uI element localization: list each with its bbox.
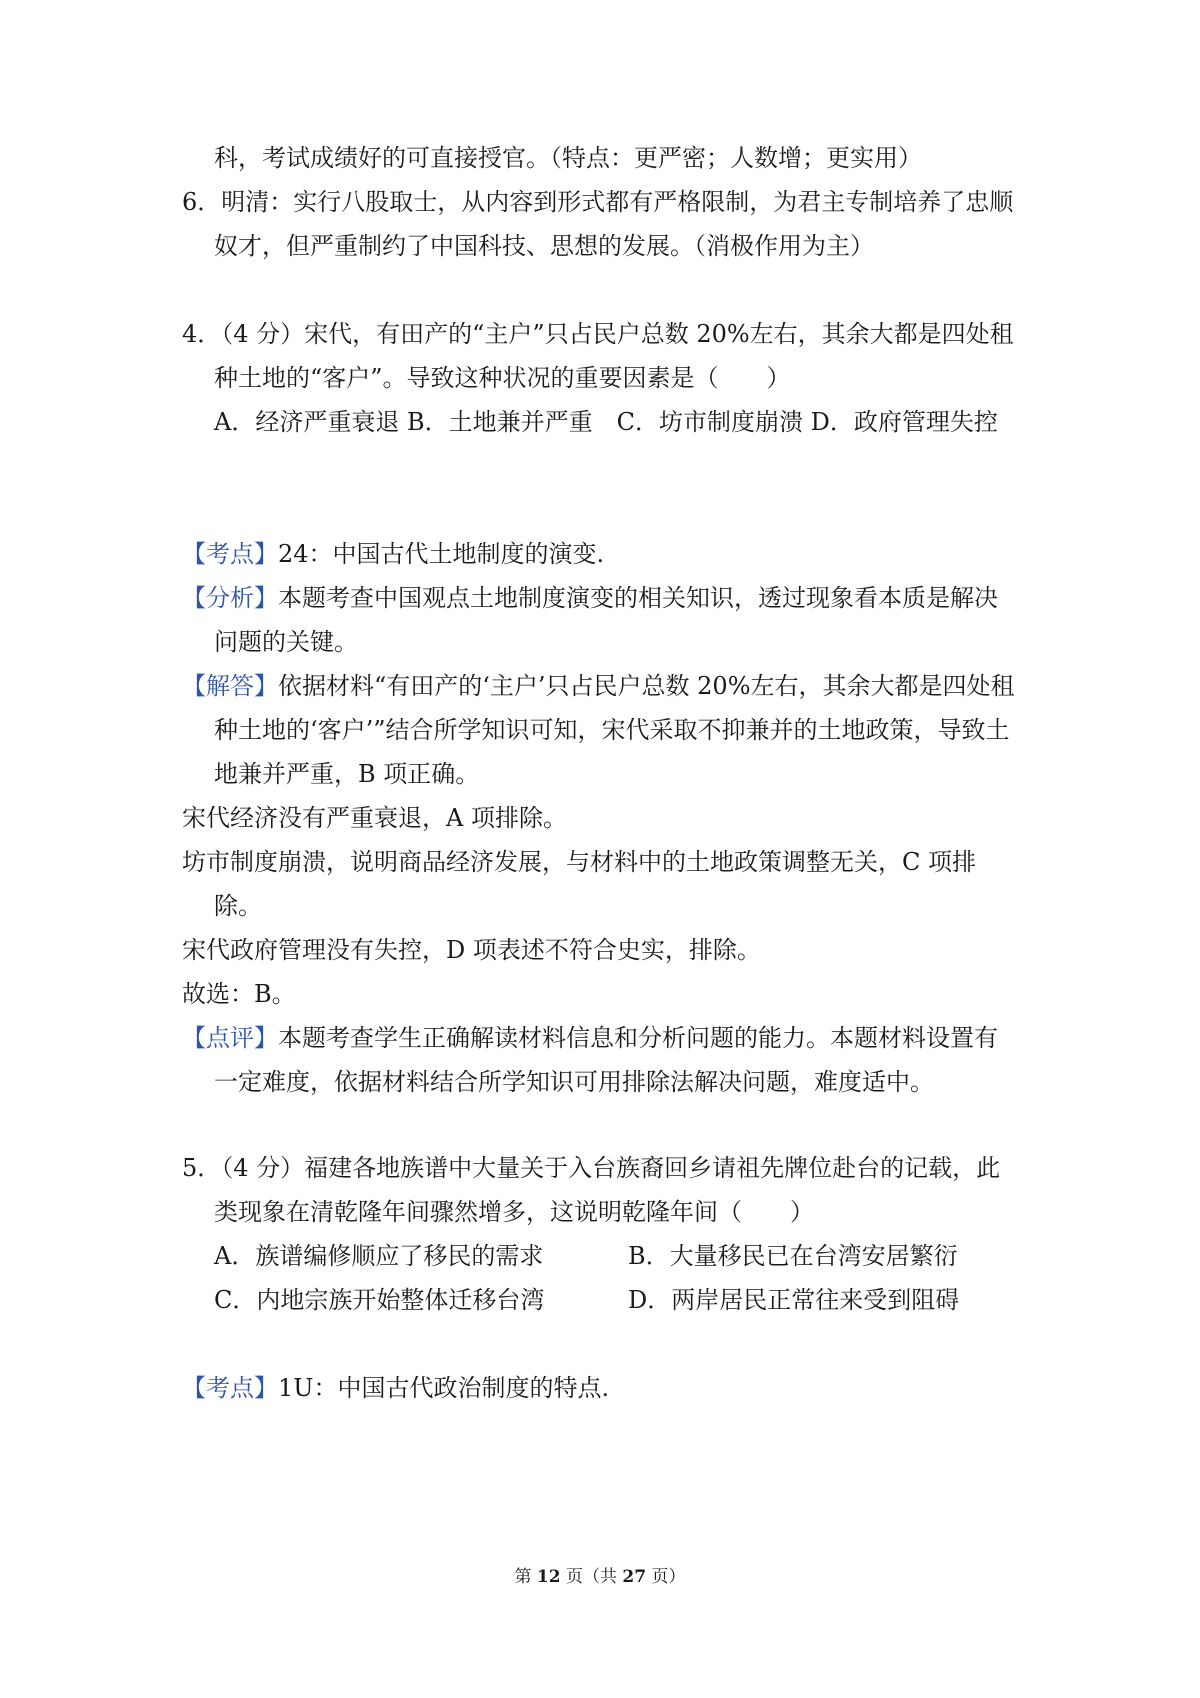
q4-answer-line: 故选：B。: [182, 980, 296, 1008]
q4-jieda-line: 地兼并严重，B 项正确。: [214, 760, 480, 788]
kaodian-text: 1U：中国古代政治制度的特点.: [278, 1374, 610, 1402]
question-5-option-d: D．两岸居民正常往来受到阻碍: [628, 1286, 960, 1314]
q4-jieda-line: 除。: [214, 892, 262, 920]
q4-dianping-line: [182, 1022, 998, 1054]
q4-jieda-line: 坊市制度崩溃，说明商品经济发展，与材料中的土地政策调整无关，C 项排: [182, 848, 976, 876]
page-number: 12: [536, 1567, 561, 1587]
prev-section-line: 科，考试成绩好的可直接授官。（特点：更严密；人数增；更实用）: [214, 144, 922, 172]
question-5-stem-line: 5．（4 分）福建各地族谱中大量关于入台族裔回乡请祖先牌位赴台的记载，此: [182, 1154, 1001, 1182]
question-4-stem-line: 种土地的“客户”。导致这种状况的重要因素是（ ）: [214, 364, 791, 392]
q4-fenxi-line: [182, 582, 998, 614]
q4-kaodian-line: [182, 538, 604, 570]
question-5-option-c: C．内地宗族开始整体迁移台湾: [214, 1286, 545, 1314]
kaodian-tag: 【考点】: [182, 540, 278, 568]
q5-kaodian-line: [182, 1372, 609, 1404]
prev-item-6-line: 6．明清：实行八股取士，从内容到形式都有严格限制，为君主专制培养了忠顺: [182, 188, 1014, 216]
q4-jieda-line: 宋代经济没有严重衰退，A 项排除。: [182, 804, 567, 832]
fenxi-text: 本题考查中国观点土地制度演变的相关知识，透过现象看本质是解决: [278, 584, 998, 612]
prev-item-6-line: 奴才，但严重制约了中国科技、思想的发展。（消极作用为主）: [214, 232, 874, 260]
q4-fenxi-line: 问题的关键。: [214, 628, 358, 656]
q4-jieda-line: [182, 670, 1015, 702]
dianping-tag: 【点评】: [182, 1024, 278, 1052]
question-5-option-b: B．大量移民已在台湾安居繁衍: [628, 1242, 958, 1270]
dianping-text: 本题考查学生正确解读材料信息和分析问题的能力。本题材料设置有: [278, 1024, 998, 1052]
question-4-stem-line: 4．（4 分）宋代，有田产的“主户”只占民户总数 20%左右，其余大都是四处租: [182, 320, 1014, 348]
question-5-option-a: A．族谱编修顺应了移民的需求: [214, 1242, 544, 1270]
jieda-text: 依据材料“有田产的‘主户’只占民户总数 20%左右，其余大都是四处租: [278, 672, 1015, 700]
jieda-tag: 【解答】: [182, 672, 278, 700]
question-5-stem-line: 类现象在清乾隆年间骤然增多，这说明乾隆年间（ ）: [214, 1198, 814, 1226]
question-4-options: A．经济严重衰退 B．土地兼并严重 C．坊市制度崩溃 D．政府管理失控: [214, 408, 998, 436]
fenxi-tag: 【分析】: [182, 584, 278, 612]
kaodian-tag: 【考点】: [182, 1374, 278, 1402]
kaodian-text: 24：中国古代土地制度的演变.: [278, 540, 605, 568]
page-footer: 第 12 页（共 27 页）: [514, 1567, 686, 1587]
q4-jieda-line: 宋代政府管理没有失控，D 项表述不符合史实，排除。: [182, 936, 761, 964]
q4-jieda-line: 种土地的‘客户’”结合所学知识可知，宋代采取不抑兼并的土地政策，导致土: [214, 716, 1010, 744]
page-total: 27: [622, 1567, 647, 1587]
q4-dianping-line: 一定难度，依据材料结合所学知识可用排除法解决问题，难度适中。: [214, 1068, 934, 1096]
